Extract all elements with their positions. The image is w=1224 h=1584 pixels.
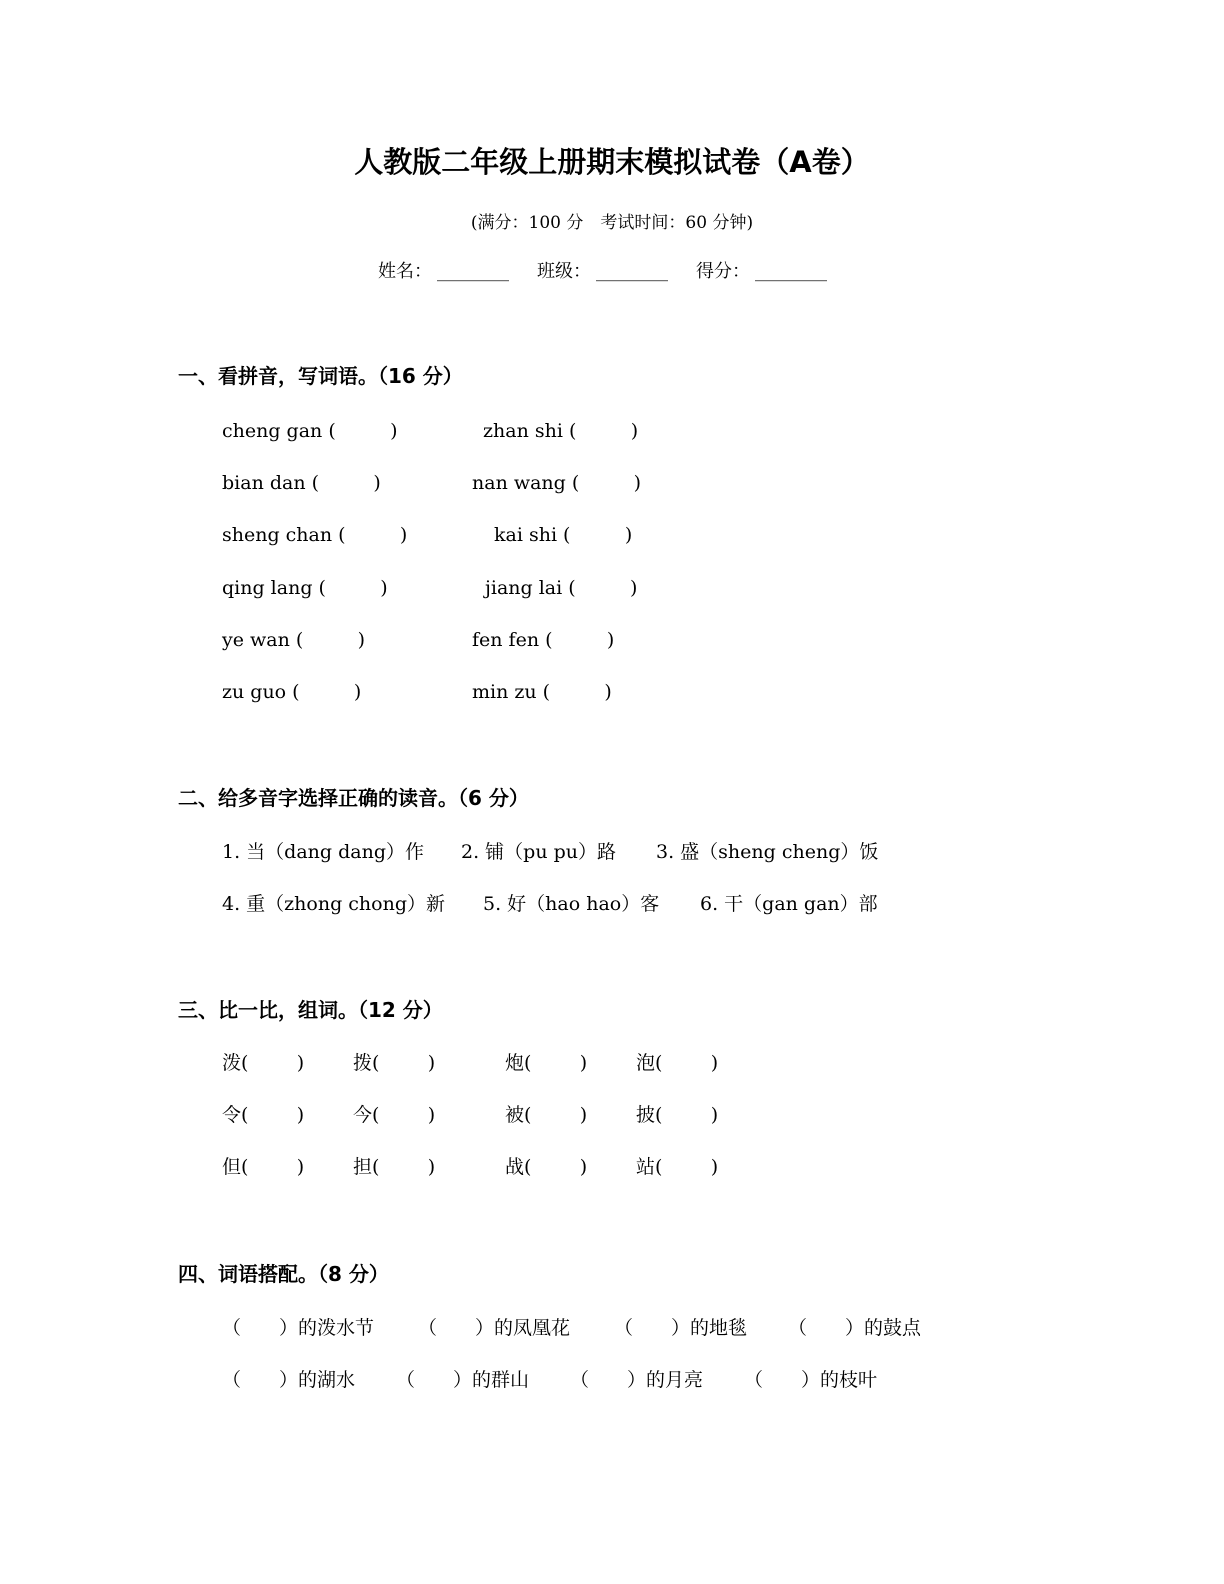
match-item: （ ）的湖水 [222, 1369, 356, 1391]
compare-item: 战( ) [505, 1156, 588, 1178]
pinyin-item: fen fen ( ) [472, 629, 615, 651]
match-item: （ ）的地毯 [614, 1317, 748, 1339]
compare-item: 拨( ) [353, 1052, 436, 1074]
polyphone-item: 5. 好（hao hao）客 [483, 893, 660, 915]
polyphone-item: 6. 干（gan gan）部 [700, 893, 878, 915]
polyphone-item: 3. 盛（sheng cheng）饭 [656, 841, 879, 863]
page-title: 人教版二年级上册期末模拟试卷（A卷） [354, 145, 870, 179]
polyphone-item: 1. 当（dang dang）作 [222, 841, 424, 863]
polyphone-item: 4. 重（zhong chong）新 [222, 893, 446, 915]
pinyin-item: bian dan ( ) [222, 472, 381, 494]
compare-item: 令( ) [222, 1104, 305, 1126]
compare-item: 泡( ) [636, 1052, 719, 1074]
compare-item: 站( ) [636, 1156, 719, 1178]
pinyin-item: cheng gan ( ) [222, 420, 398, 442]
match-item: （ ）的鼓点 [788, 1317, 922, 1339]
section-2-heading: 二、给多音字选择正确的读音。（6 分） [178, 786, 529, 810]
match-item: （ ）的泼水节 [222, 1317, 375, 1339]
compare-item: 披( ) [636, 1104, 719, 1126]
compare-item: 被( ) [505, 1104, 588, 1126]
class-blank[interactable]: ________ [596, 261, 668, 282]
match-item: （ ）的凤凰花 [418, 1317, 571, 1339]
pinyin-item: jiang lai ( ) [485, 577, 638, 599]
exam-subtitle: (满分：100 分 考试时间：60 分钟) [470, 213, 754, 233]
polyphone-item: 2. 铺（pu pu）路 [461, 841, 617, 863]
compare-item: 担( ) [353, 1156, 436, 1178]
pinyin-item: sheng chan ( ) [222, 524, 408, 546]
section-4-heading: 四、词语搭配。（8 分） [178, 1262, 389, 1286]
section-3-heading: 三、比一比，组词。（12 分） [178, 998, 443, 1022]
pinyin-item: nan wang ( ) [472, 472, 642, 494]
class-label: 班级： [537, 261, 591, 282]
pinyin-item: qing lang ( ) [222, 577, 388, 599]
compare-item: 但( ) [222, 1156, 305, 1178]
compare-item: 炮( ) [505, 1052, 588, 1074]
pinyin-item: kai shi ( ) [494, 524, 633, 546]
compare-item: 泼( ) [222, 1052, 305, 1074]
pinyin-item: zhan shi ( ) [483, 420, 639, 442]
name-label: 姓名： [378, 261, 432, 282]
compare-item: 今( ) [353, 1104, 436, 1126]
match-item: （ ）的群山 [396, 1369, 530, 1391]
score-blank[interactable]: ________ [755, 261, 827, 282]
match-item: （ ）的月亮 [570, 1369, 704, 1391]
match-item: （ ）的枝叶 [744, 1369, 878, 1391]
section-1-heading: 一、看拼音，写词语。（16 分） [178, 364, 463, 388]
score-label: 得分： [696, 261, 750, 282]
name-blank[interactable]: ________ [437, 261, 509, 282]
pinyin-item: min zu ( ) [472, 681, 612, 703]
pinyin-item: ye wan ( ) [222, 629, 366, 651]
pinyin-item: zu guo ( ) [222, 681, 362, 703]
